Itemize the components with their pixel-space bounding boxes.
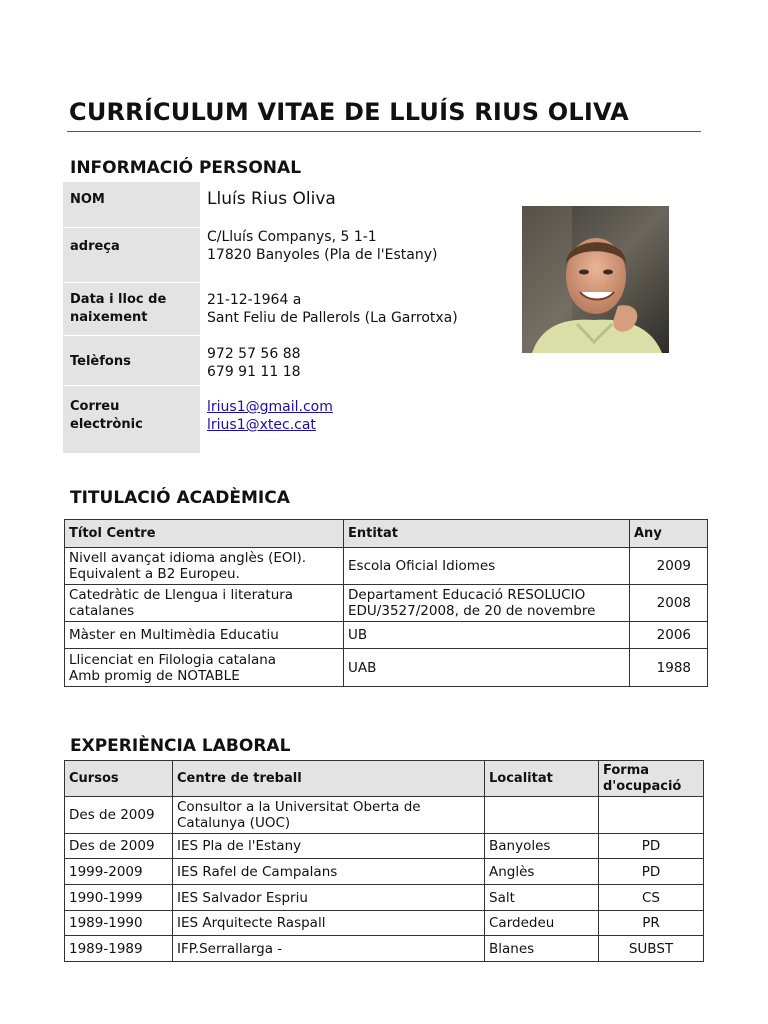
cell-year: 1988 bbox=[630, 649, 708, 687]
academic-table bbox=[64, 519, 708, 687]
cell-place: Cardedeu bbox=[485, 911, 599, 936]
academic-heading: TITULACIÓ ACADÈMICA bbox=[70, 488, 290, 508]
cell-entity: Escola Oficial Idiomes bbox=[344, 548, 630, 585]
cell-title: Llicenciat en Filologia catalana Amb promig de NOTABLE bbox=[65, 649, 344, 687]
cell-period: 1989-1990 bbox=[65, 911, 173, 936]
label-divider bbox=[63, 335, 200, 336]
label-divider bbox=[63, 385, 200, 386]
cell-place: Blanes bbox=[485, 936, 599, 962]
cell-type: SUBST bbox=[599, 936, 704, 962]
label-divider bbox=[63, 282, 200, 283]
cell-centre: IES Pla de l'Estany bbox=[173, 834, 485, 859]
cell-centre: IES Arquitecte Raspall bbox=[173, 911, 485, 936]
document-title: CURRÍCULUM VITAE DE LLUÍS RIUS OLIVA bbox=[69, 98, 629, 126]
cell-type: PD bbox=[599, 859, 704, 885]
phone-2: 679 91 11 18 bbox=[207, 364, 301, 380]
cell-type: PR bbox=[599, 911, 704, 936]
email-label-line-1: Correu bbox=[70, 399, 120, 414]
cell-year: 2006 bbox=[630, 622, 708, 649]
cell-type bbox=[599, 797, 704, 834]
cell-entity: UB bbox=[344, 622, 630, 649]
cell-type: CS bbox=[599, 885, 704, 911]
cell-centre: Consultor a la Universitat Oberta de Catalunya (UOC) bbox=[173, 797, 485, 834]
email-1-wrap bbox=[207, 398, 333, 416]
table-row bbox=[65, 859, 704, 885]
address-line-1: C/Lluís Companys, 5 1-1 bbox=[207, 229, 377, 245]
table-row bbox=[65, 885, 704, 911]
cell-period: 1990-1999 bbox=[65, 885, 173, 911]
phone-1: 972 57 56 88 bbox=[207, 346, 301, 362]
table-row bbox=[65, 797, 704, 834]
col-header-type: Forma d'ocupació bbox=[599, 761, 704, 797]
cell-entity: UAB bbox=[344, 649, 630, 687]
cell-period: 1989-1989 bbox=[65, 936, 173, 962]
cell-year: 2008 bbox=[630, 585, 708, 622]
birth-line-1: 21-12-1964 a bbox=[207, 292, 302, 308]
table-row bbox=[65, 548, 708, 585]
table-row bbox=[65, 585, 708, 622]
cell-place: Banyoles bbox=[485, 834, 599, 859]
cell-place: Salt bbox=[485, 885, 599, 911]
cell-period: 1999-2009 bbox=[65, 859, 173, 885]
cell-title: Màster en Multimèdia Educatiu bbox=[65, 622, 344, 649]
name-value: Lluís Rius Oliva bbox=[207, 189, 336, 209]
label-divider bbox=[63, 227, 200, 228]
cell-entity: Departament Educació RESOLUCIO EDU/3527/2008, de 20 de novembre bbox=[344, 585, 630, 622]
email-label bbox=[70, 398, 143, 434]
cell-centre: IES Rafel de Campalans bbox=[173, 859, 485, 885]
email-label-line-2: electrònic bbox=[70, 417, 143, 432]
table-row bbox=[65, 936, 704, 962]
title-divider bbox=[67, 131, 701, 132]
col-header-period: Cursos bbox=[65, 761, 173, 797]
cell-year: 2009 bbox=[630, 548, 708, 585]
cell-type: PD bbox=[599, 834, 704, 859]
cell-place: Anglès bbox=[485, 859, 599, 885]
name-label: NOM bbox=[70, 192, 105, 207]
birth-line-2: Sant Feliu de Pallerols (La Garrotxa) bbox=[207, 310, 458, 326]
cell-place bbox=[485, 797, 599, 834]
cell-centre: IES Salvador Espriu bbox=[173, 885, 485, 911]
col-header-place: Localitat bbox=[485, 761, 599, 797]
table-row bbox=[65, 911, 704, 936]
table-header-row bbox=[65, 520, 708, 548]
cell-period: Des de 2009 bbox=[65, 834, 173, 859]
email-2-wrap bbox=[207, 416, 316, 434]
col-header-entity: Entitat bbox=[344, 520, 630, 548]
phones-label: Telèfons bbox=[70, 354, 131, 369]
profile-photo bbox=[522, 206, 669, 353]
cell-centre: IFP.Serrallarga - bbox=[173, 936, 485, 962]
email-link-xtec[interactable]: lrius1@xtec.cat bbox=[207, 417, 316, 433]
col-header-title: Títol Centre bbox=[65, 520, 344, 548]
col-header-centre: Centre de treball bbox=[173, 761, 485, 797]
address-line-2: 17820 Banyoles (Pla de l'Estany) bbox=[207, 247, 438, 263]
table-row bbox=[65, 622, 708, 649]
birth-label-line-2: naixement bbox=[70, 310, 148, 325]
table-header-row bbox=[65, 761, 704, 797]
address-label: adreça bbox=[70, 239, 120, 254]
email-link-gmail[interactable]: lrius1@gmail.com bbox=[207, 399, 333, 415]
work-heading: EXPERIÈNCIA LABORAL bbox=[70, 736, 291, 756]
birth-label-line-1: Data i lloc de bbox=[70, 292, 167, 307]
cell-title: Nivell avançat idioma anglès (EOI). Equivalent a B2 Europeu. bbox=[65, 548, 344, 585]
work-table bbox=[64, 760, 704, 962]
table-row bbox=[65, 649, 708, 687]
table-row bbox=[65, 834, 704, 859]
cell-title: Catedràtic de Llengua i literatura catalanes bbox=[65, 585, 344, 622]
birth-label bbox=[70, 291, 166, 327]
cell-period: Des de 2009 bbox=[65, 797, 173, 834]
personal-info-heading: INFORMACIÓ PERSONAL bbox=[70, 158, 302, 178]
col-header-year: Any bbox=[630, 520, 708, 548]
